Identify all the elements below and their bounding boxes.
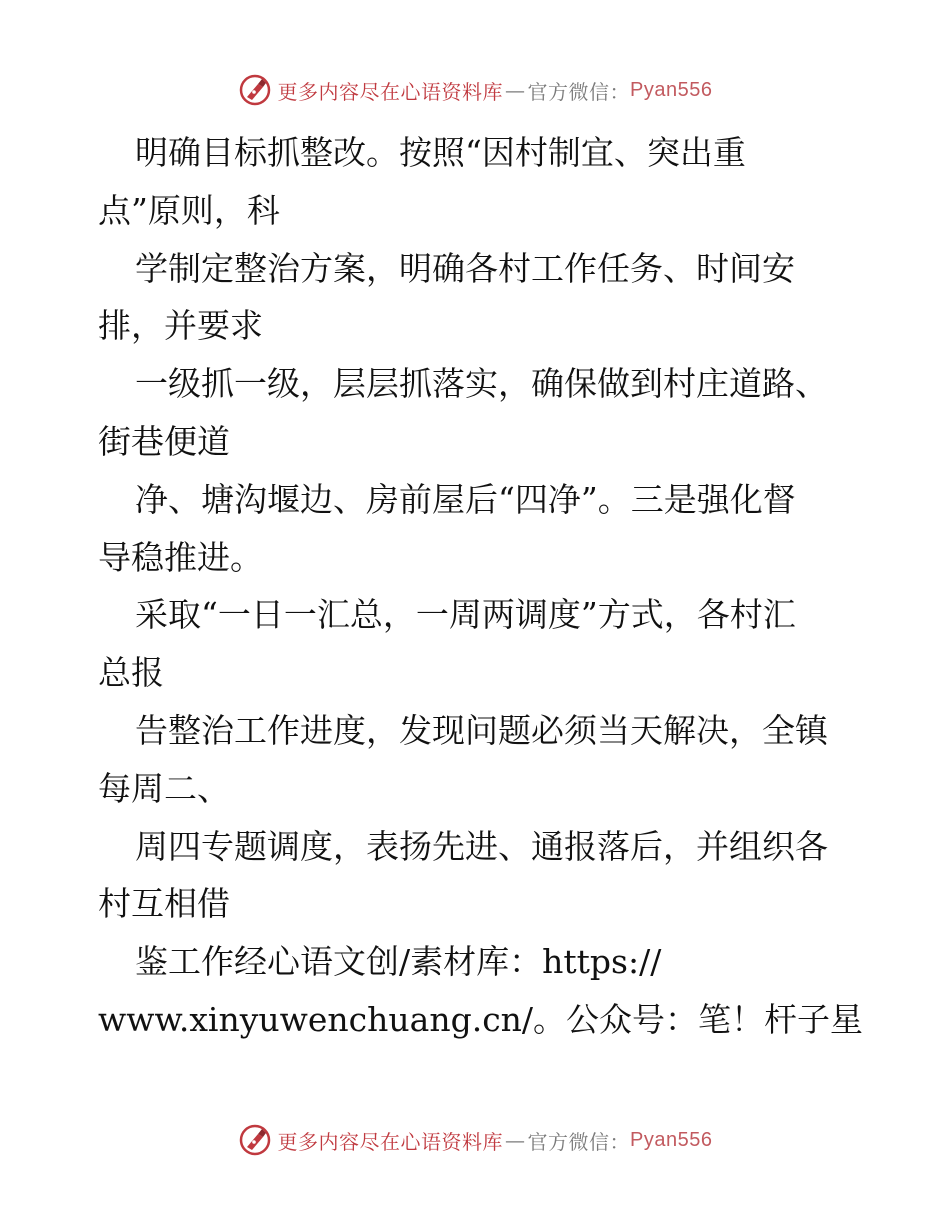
banner-brand-text: 更多内容尽在心语资料库 (277, 79, 504, 104)
banner-dash: — (505, 78, 526, 102)
body-line: 村互相借 (98, 884, 230, 924)
footer-banner (0, 1120, 950, 1160)
header-banner (0, 70, 950, 110)
banner-wechat-label: 官方微信： (527, 1129, 631, 1154)
body-line: 街巷便道 (98, 421, 230, 461)
body-line: 净、塘沟堰边、房前屋后“四净”。三是强化督 (135, 479, 796, 519)
pen-nib-logo-icon (238, 73, 272, 107)
body-line: 导稳推进。 (98, 537, 263, 577)
banner-wechat-label: 官方微信： (527, 79, 631, 104)
body-line: 一级抓一级，层层抓落实，确保做到村庄道路、 (135, 364, 828, 404)
body-line: 每周二、 (98, 768, 230, 808)
banner-brand-text: 更多内容尽在心语资料库 (277, 1129, 504, 1154)
body-line: 鉴工作经心语文创/素材库：https:// (135, 942, 662, 982)
body-line: 告整治工作进度，发现问题必须当天解决，全镇 (135, 710, 828, 750)
body-line: 点”原则，科 (98, 190, 280, 230)
pen-nib-logo-icon (238, 1123, 272, 1157)
body-line: 明确目标抓整改。按照“因村制宜、突出重 (135, 133, 746, 172)
body-line: 排，并要求 (98, 306, 263, 346)
banner-dash: — (505, 1128, 526, 1152)
body-line: 总报 (98, 653, 164, 693)
body-line: 周四专题调度，表扬先进、通报落后，并组织各 (135, 826, 828, 866)
banner-wechat-id: Pyan556 (630, 78, 713, 101)
banner-wechat-id: Pyan556 (630, 1128, 713, 1151)
document-body (98, 124, 864, 1049)
body-line: 学制定整治方案，明确各村工作任务、时间安 (135, 248, 795, 288)
body-line: www.xinyuwenchuang.cn/。公众号：笔！杆子星 (98, 999, 864, 1039)
body-line: 采取“一日一汇总，一周两调度”方式，各村汇 (135, 595, 796, 635)
